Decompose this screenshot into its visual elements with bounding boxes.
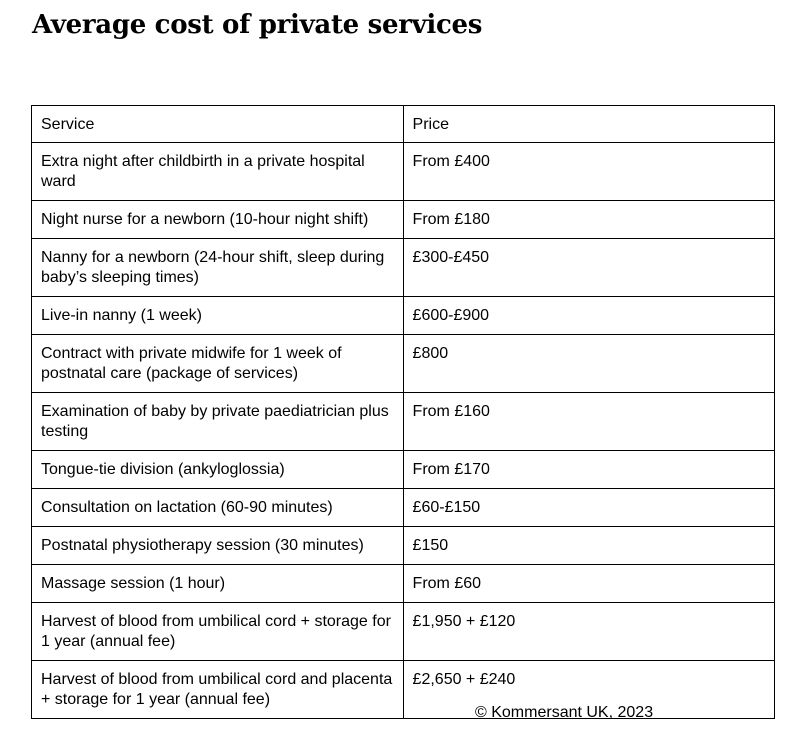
page-title: Average cost of private services [32, 10, 483, 40]
table-row [32, 661, 775, 719]
service-cell: Extra night after childbirth in a private hospital ward [32, 143, 404, 201]
service-cell: Harvest of blood from umbilical cord and placenta + storage for 1 year (annual fee) [32, 661, 404, 719]
table-row [32, 489, 775, 527]
service-cell: Tongue-tie division (ankyloglossia) [32, 451, 404, 489]
service-cell: Massage session (1 hour) [32, 565, 404, 603]
service-cell: Consultation on lactation (60-90 minutes) [32, 489, 404, 527]
table-header-row [32, 106, 775, 143]
service-cell: Contract with private midwife for 1 week of postnatal care (package of services) [32, 335, 404, 393]
column-header-price: Price [403, 106, 774, 143]
price-cell: From £60 [403, 565, 774, 603]
price-cell: From £400 [403, 143, 774, 201]
table-row [32, 527, 775, 565]
table-row [32, 565, 775, 603]
price-cell: £600-£900 [403, 297, 774, 335]
table-row [32, 201, 775, 239]
price-table [31, 105, 775, 719]
service-cell: Harvest of blood from umbilical cord + storage for 1 year (annual fee) [32, 603, 404, 661]
service-cell: Postnatal physiotherapy session (30 minutes) [32, 527, 404, 565]
service-cell: Nanny for a newborn (24-hour shift, sleep during baby’s sleeping times) [32, 239, 404, 297]
table-row [32, 297, 775, 335]
table-row [32, 603, 775, 661]
price-cell: £150 [403, 527, 774, 565]
column-header-service: Service [32, 106, 404, 143]
price-cell: From £160 [403, 393, 774, 451]
price-cell: £800 [403, 335, 774, 393]
copyright-credit: © Kommersant UK, 2023 [475, 704, 654, 721]
price-cell: £300-£450 [403, 239, 774, 297]
service-cell: Examination of baby by private paediatrician plus testing [32, 393, 404, 451]
price-cell: £2,650 + £240 [403, 661, 774, 719]
table-row [32, 239, 775, 297]
table-row [32, 393, 775, 451]
table-row [32, 335, 775, 393]
service-cell: Live-in nanny (1 week) [32, 297, 404, 335]
price-cell: £1,950 + £120 [403, 603, 774, 661]
price-cell: From £180 [403, 201, 774, 239]
service-cell: Night nurse for a newborn (10-hour night shift) [32, 201, 404, 239]
price-cell: From £170 [403, 451, 774, 489]
table-row [32, 143, 775, 201]
table-body [32, 143, 775, 719]
price-cell: £60-£150 [403, 489, 774, 527]
table-row [32, 451, 775, 489]
